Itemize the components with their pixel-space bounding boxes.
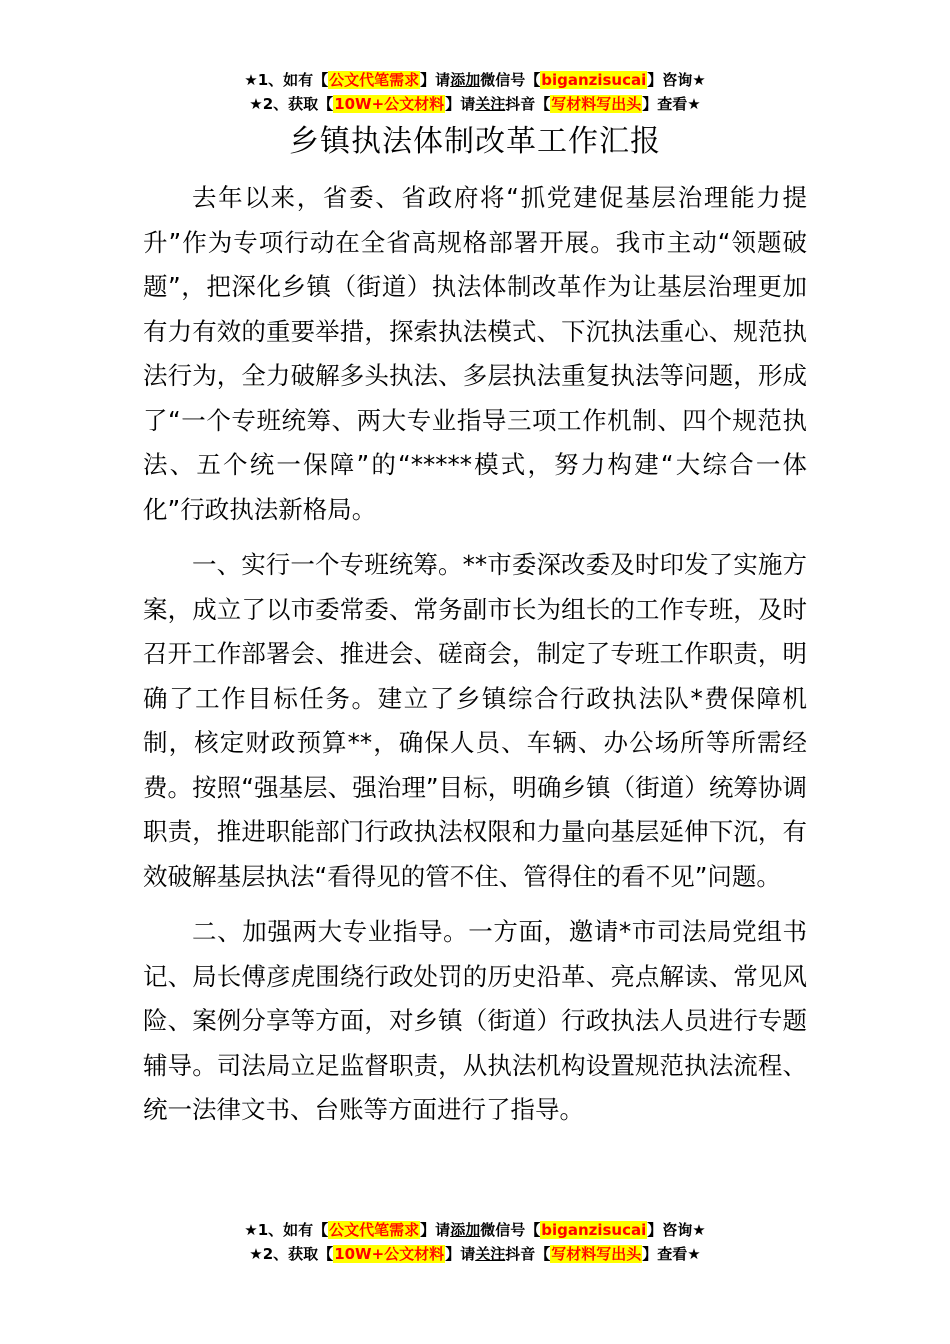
banner-text: ★1、如有【 [244,71,329,89]
banner-line-1 [0,68,950,92]
banner-text: 微信号【 [480,1221,541,1239]
document-body [143,176,807,1144]
banner-line-2 [0,1242,950,1266]
banner-text: 】咨询★ [647,1221,706,1239]
footer-banner [0,1218,950,1266]
banner-text: 】查看★ [642,1245,701,1263]
banner-line-1 [0,1218,950,1242]
paragraph-section-1: 一、实行一个专班统筹。**市委深改委及时印发了实施方案，成立了以市委常委、常务副市长为组长的工作专班，及时召开工作部署会、推进会、磋商会，制定了专班工作职责，明确了工作目标任务。建立了乡镇综合行政执法队*费保障机制，核定财政预算**，确保人员、车辆、办公场所等所需经费。按照“强基层、强治理”目标，明确乡镇（街道）统筹协调职责，推进职能部门行政执法权限和力量向基层延伸下沉，有效破解基层执法“看得见的管不住、管得住的看不见”问题。 [143,550,807,891]
banner-text: 】咨询★ [647,71,706,89]
banner-highlight: 10W+公文材料 [334,95,445,113]
banner-text: ★2、获取【 [249,95,334,113]
banner-line-2 [0,92,950,116]
banner-underlined-text: 关注 [475,1245,506,1263]
banner-text: 】请 [420,71,451,89]
banner-underlined-text: 关注 [475,95,506,113]
banner-underlined-text: 添加 [450,71,481,89]
banner-text: 】请 [445,1245,476,1263]
header-banner [0,68,950,116]
banner-text: 】请 [420,1221,451,1239]
banner-text: 抖音【 [505,1245,551,1263]
banner-highlight: 公文代笔需求 [329,1221,420,1239]
paragraph-section-2: 二、加强两大专业指导。一方面，邀请*市司法局党组书记、局长傅彦虎围绕行政处罚的历史沿革、亮点解读、常见风险、案例分享等方面，对乡镇（街道）行政执法人员进行专题辅导。司法局立足监督职责，从执法机构设置规范执法流程、统一法律文书、台账等方面进行了指导。 [143,917,807,1124]
banner-highlight: 公文代笔需求 [329,71,420,89]
banner-highlight: biganzisucai [541,1221,647,1239]
banner-highlight: 写材料写出头 [551,95,642,113]
document-title: 乡镇执法体制改革工作汇报 [289,124,661,159]
banner-highlight: biganzisucai [541,71,647,89]
banner-text: 微信号【 [480,71,541,89]
paragraph-intro: 去年以来，省委、省政府将“抓党建促基层治理能力提升”作为专项行动在全省高规格部署开展。我市主动“领题破题”，把深化乡镇（街道）执法体制改革作为让基层治理更加有力有效的重要举措，探索执法模式、下沉执法重心、规范执法行为，全力破解多头执法、多层执法重复执法等问题，形成了“一个专班统筹、两大专业指导三项工作机制、四个规范执法、五个统一保障”的“*****模式，努力构建“大综合一体化”行政执法新格局。 [143,183,807,524]
banner-highlight: 10W+公文材料 [334,1245,445,1263]
banner-text: 】查看★ [642,95,701,113]
banner-underlined-text: 添加 [450,1221,481,1239]
banner-text: ★1、如有【 [244,1221,329,1239]
banner-text: 抖音【 [505,95,551,113]
banner-text: 】请 [445,95,476,113]
banner-highlight: 写材料写出头 [551,1245,642,1263]
banner-text: ★2、获取【 [249,1245,334,1263]
